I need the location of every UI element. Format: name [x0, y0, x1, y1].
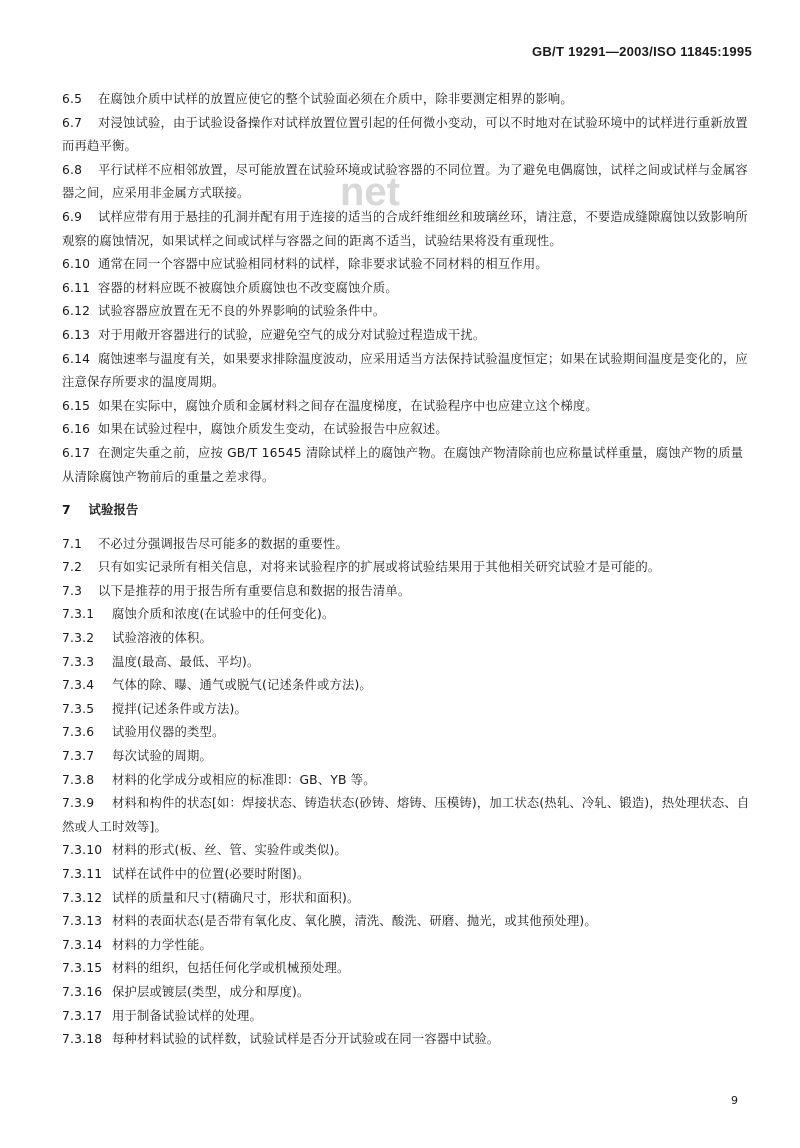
- clause-number: 7.3.2: [62, 631, 95, 646]
- clause-item: [62, 324, 752, 348]
- clause-text: 通常在同一个容器中应试验相同材料的试样，除非要求试验不同材料的相互作用。: [98, 257, 548, 272]
- clause-item: [62, 418, 752, 442]
- section-title: 试验报告: [88, 503, 139, 518]
- clause-number: 7.3.8: [62, 772, 95, 787]
- clause-text: 容器的材料应既不被腐蚀介质腐蚀也不改变腐蚀介质。: [98, 280, 398, 295]
- clause-number: 6.13: [62, 327, 91, 342]
- clause-item: [62, 863, 752, 887]
- clause-text: 如果在实际中，腐蚀介质和金属材料之间存在温度梯度，在试验程序中也应建立这个梯度。: [98, 398, 598, 413]
- clause-text: 试样应带有用于悬挂的孔洞并配有用于连接的适当的合成纤维细丝和玻璃丝环，请注意，不要造成缝隙腐蚀以致影响所观察的腐蚀情况，如果试样之间或试样与容器之间的距离不适当，试验结果将没有重现性。: [62, 209, 748, 248]
- clause-item: [62, 839, 752, 863]
- clause-number: 6.7: [62, 115, 83, 130]
- clause-item: [62, 556, 752, 580]
- clause-text: 腐蚀介质和浓度(在试验中的任何变化)。: [112, 607, 335, 622]
- clause-item: [62, 348, 752, 395]
- clause-number: 7.1: [62, 536, 83, 551]
- clause-text: 如果在试验过程中，腐蚀介质发生变动，在试验报告中应叙述。: [98, 422, 448, 437]
- clause-item: [62, 300, 752, 324]
- clause-text: 对浸蚀试验，由于试验设备操作对试样放置位置引起的任何微小变动，可以不时地对在试验环境中的试样进行重新放置而再趋平衡。: [62, 115, 748, 154]
- clause-item: [62, 981, 752, 1005]
- clause-number: 7.2: [62, 560, 83, 575]
- clause-number: 6.5: [62, 92, 83, 106]
- clause-text: 以下是推荐的用于报告所有重要信息和数据的报告清单。: [98, 583, 411, 598]
- clause-number: 7.3.5: [62, 701, 95, 716]
- clause-item: [62, 395, 752, 419]
- clause-text: 试样的质量和尺寸(精确尺寸，形状和面积)。: [112, 890, 360, 905]
- clause-number: 7.3.3: [62, 654, 95, 669]
- clause-number: 7.3.9: [62, 796, 95, 811]
- clause-text: 保护层或镀层(类型，成分和厚度)。: [112, 984, 310, 999]
- clause-text: 气体的除、曝、通气或脱气(记述条件或方法)。: [112, 678, 372, 693]
- clause-number: 7.3.16: [62, 984, 103, 999]
- section-heading: [62, 499, 752, 523]
- section-number: 7: [62, 503, 71, 518]
- clause-item: [62, 442, 752, 489]
- clause-number: 6.10: [62, 257, 91, 272]
- clause-item: [62, 253, 752, 277]
- clause-text: 材料的表面状态(是否带有氧化皮、氧化膜，清洗、酸洗、研磨、抛光，或其他预处理)。: [112, 914, 597, 929]
- clause-item: [62, 910, 752, 934]
- clause-item: [62, 603, 752, 627]
- clause-number: 6.12: [62, 304, 91, 319]
- clause-item: [62, 580, 752, 604]
- clause-item: [62, 721, 752, 745]
- clause-text: 温度(最高、最低、平均)。: [112, 654, 260, 669]
- clause-text: 每种材料试验的试样数，试验试样是否分开试验或在同一容器中试验。: [112, 1032, 500, 1047]
- clause-text: 材料和构件的状态[如：焊接状态、铸造状态(砂铸、熔铸、压模铸)，加工状态(热轧、冷轧、锻造)，热处理状态、自然或人工时效等]。: [62, 796, 750, 834]
- clause-text: 只有如实记录所有相关信息，对将来试验程序的扩展或将试验结果用于其他相关研究试验才是可能的。: [98, 560, 661, 575]
- report-checklist: [62, 603, 752, 1051]
- clause-item: [62, 627, 752, 651]
- clause-number: 6.16: [62, 422, 91, 437]
- watermark: net: [340, 170, 400, 214]
- clause-text: 材料的力学性能。: [112, 937, 212, 952]
- clause-number: 6.11: [62, 280, 91, 295]
- clause-text: 材料的形式(板、丝、管、实验件或类似)。: [112, 843, 347, 858]
- clause-text: 试验容器应放置在无不良的外界影响的试验条件中。: [98, 304, 386, 319]
- clause-item: [62, 651, 752, 675]
- clause-number: 7.3.1: [62, 607, 95, 622]
- clause-item: [62, 533, 752, 557]
- clause-list-section7: [62, 533, 752, 604]
- clause-item: [62, 1005, 752, 1029]
- clause-item: [62, 674, 752, 698]
- clause-number: 7.3.18: [62, 1032, 103, 1047]
- clause-item: [62, 769, 752, 793]
- clause-number: 7.3.13: [62, 914, 103, 929]
- clause-number: 7.3.6: [62, 725, 95, 740]
- clause-text: 腐蚀速率与温度有关，如果要求排除温度波动，应采用适当方法保持试验温度恒定；如果在试验期间温度是变化的，应注意保存所要求的温度周期。: [62, 351, 748, 390]
- clause-item: [62, 112, 752, 159]
- clause-item: [62, 159, 752, 206]
- clause-number: 6.17: [62, 445, 91, 460]
- clause-item: [62, 934, 752, 958]
- clause-text: 材料的化学成分或相应的标准即：GB、YB 等。: [112, 772, 376, 787]
- clause-text: 用于制备试验试样的处理。: [112, 1008, 262, 1023]
- clause-text: 试验用仪器的类型。: [112, 725, 225, 740]
- page-number: 9: [731, 1094, 738, 1107]
- clause-text: 在腐蚀介质中试样的放置应使它的整个试验面必须在介质中，除非要测定相界的影响。: [98, 92, 573, 106]
- clause-number: 6.14: [62, 351, 91, 366]
- clause-number: 7.3.10: [62, 843, 103, 858]
- document-body: [62, 88, 752, 1052]
- clause-number: 7.3: [62, 583, 83, 598]
- clause-text: 平行试样不应相邻放置，尽可能放置在试验环境或试验容器的不同位置。为了避免电偶腐蚀，试样之间或试样与金属容器之间，应采用非金属方式联接。: [62, 162, 748, 201]
- clause-item: [62, 957, 752, 981]
- clause-number: 7.3.15: [62, 961, 103, 976]
- clause-number: 7.3.11: [62, 867, 103, 881]
- clause-item: [62, 206, 752, 253]
- clause-number: 7.3.7: [62, 749, 95, 764]
- clause-item: [62, 1028, 752, 1052]
- clause-item: [62, 277, 752, 301]
- clause-item: [62, 88, 752, 112]
- clause-item: [62, 745, 752, 769]
- clause-item: [62, 698, 752, 722]
- clause-text: 搅拌(记述条件或方法)。: [112, 701, 247, 716]
- clause-text: 不必过分强调报告尽可能多的数据的重要性。: [98, 536, 348, 551]
- clause-item: [62, 792, 752, 839]
- clause-text: 材料的组织，包括任何化学或机械预处理。: [112, 961, 350, 976]
- clause-text: 试样在试件中的位置(必要时附图)。: [112, 867, 310, 881]
- clause-number: 6.9: [62, 209, 83, 224]
- clause-number: 7.3.17: [62, 1008, 103, 1023]
- clause-number: 6.8: [62, 162, 83, 177]
- clause-number: 7.3.12: [62, 890, 103, 905]
- clause-number: 6.15: [62, 398, 91, 413]
- clause-list-section6: [62, 88, 752, 489]
- clause-text: 在测定失重之前，应按 GB/T 16545 清除试样上的腐蚀产物。在腐蚀产物清除前也应称量试样重量，腐蚀产物的质量从清除腐蚀产物前后的重量之差求得。: [62, 445, 744, 484]
- clause-number: 7.3.4: [62, 678, 95, 693]
- clause-text: 对于用敞开容器进行的试验，应避免空气的成分对试验过程造成干扰。: [98, 327, 486, 342]
- clause-text: 每次试验的周期。: [112, 749, 212, 764]
- clause-number: 7.3.14: [62, 937, 103, 952]
- clause-item: [62, 887, 752, 911]
- standard-code-header: GB/T 19291—2003/ISO 11845:1995: [531, 44, 752, 59]
- clause-text: 试验溶液的体积。: [112, 631, 212, 646]
